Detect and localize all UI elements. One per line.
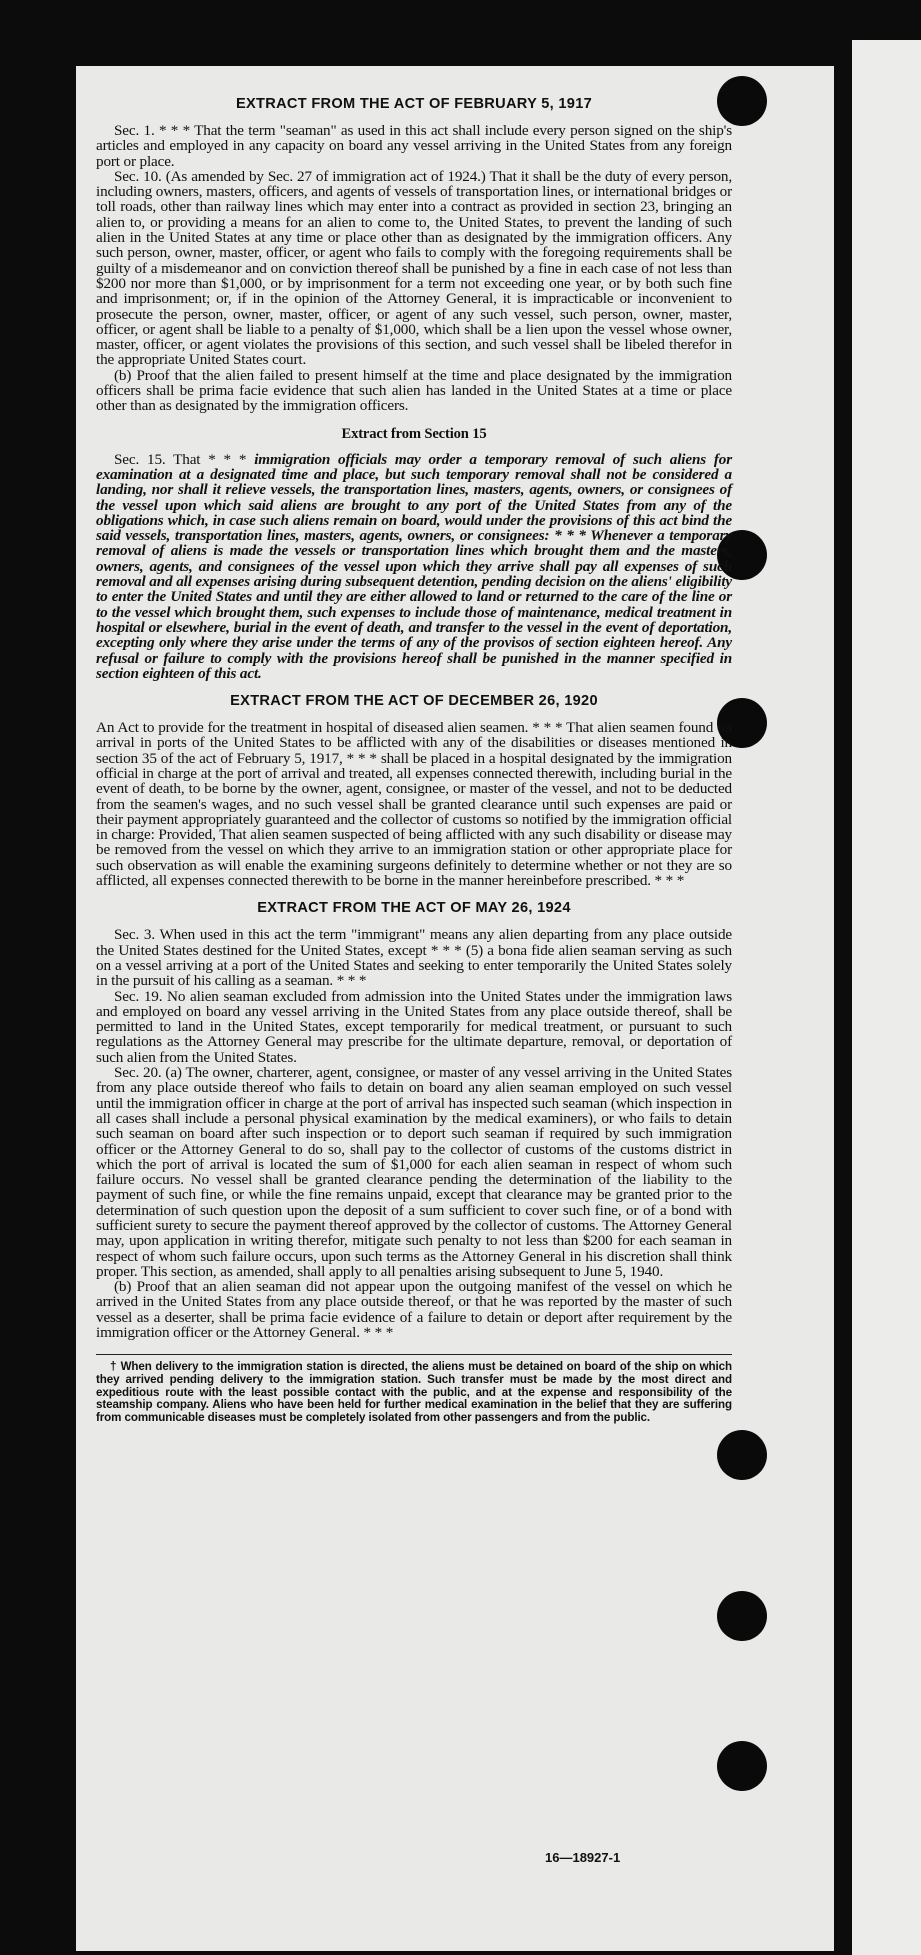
section-15-paragraph xyxy=(96,452,732,681)
footnote-text: † When delivery to the immigration station is directed, the aliens must be detained on board of the ship on which they arrived pending delivery to the immigration station. Such transfer must be made by the most direct and expeditious route with the least possible contact with the public, and at the expense and responsibility of the steamship company. Aliens who have been held for further medical examination in the belief that they are suffering from communicable diseases must be completely isolated from other passengers and from the public. xyxy=(96,1360,732,1424)
act-1924-paragraph: Sec. 19. No alien seaman excluded from admission into the United States under the immigration laws and employed on board any vessel arriving in the United States from any place outside thereof, shall be permitted to land in the United States, except temporarily for medical treatment, or pursuant to such regulations as the Attorney General may prescribe for the ultimate departure, removal, or deportation of such alien from the United States. xyxy=(96,987,732,1066)
act-1917-heading: EXTRACT FROM THE ACT OF FEBRUARY 5, 1917 xyxy=(235,96,593,112)
act-1920-heading: EXTRACT FROM THE ACT OF DECEMBER 26, 1920 xyxy=(230,693,598,710)
act-1917-section xyxy=(96,96,732,414)
act-1917-paragraph: (b) Proof that the alien failed to present himself at the time and place designated by the immigration officers shall be prima facie evidence that such alien has landed in the United States at a time or place other than as designated by the immigration officers. xyxy=(96,366,732,415)
act-1924-paragraph: Sec. 3. When used in this act the term "immigrant" means any alien departing from any place outside the United States destined for the United States, except * * * (5) a bona fide alien seaman serving as such on a vessel arriving at a port of the United States and seeking to enter temporarily the United States solely in the pursuit of his calling as a seaman. * * * xyxy=(96,926,732,990)
document-body xyxy=(96,96,732,1424)
punch-hole xyxy=(717,1430,767,1480)
adjacent-page-edge xyxy=(852,40,921,1955)
act-1924-paragraph: Sec. 20. (a) The owner, charterer, agent, consignee, or master of any vessel arriving in the United States from any place outside thereof who fails to detain on board any alien seaman employed on such vessel until the immigration officer in charge at the port of arrival has inspected such seaman (which inspection in all cases shall include a personal physical examination by the medical examiners), or who fails to detain such seaman on board after such inspection or to deport such seaman if required by such immigration officer or the Attorney General to do so, shall pay to the collector of customs of the customs district in which the port of arrival is located the sum of $1,000 for each alien seaman in respect of whom such failure occurs. No vessel shall be granted clearance pending the determination of the liability to the payment of such fine, or while the fine remains unpaid, except that clearance may be granted prior to the determination of such question upon the deposit of a sum sufficient to cover such fine, or of a bond with sufficient surety to secure the payment thereof approved by the collector of customs. The Attorney General may, upon application in writing therefor, mitigate such penalty to not less than $200 for each seaman in respect of whom such failure occurs, upon such terms as the Attorney General in his discretion shall think proper. This section, as amended, shall apply to all penalties arising subsequent to June 5, 1940. xyxy=(96,1064,732,1280)
footnote xyxy=(96,1354,732,1424)
act-1924-heading: EXTRACT FROM THE ACT OF MAY 26, 1924 xyxy=(257,900,571,917)
punch-hole xyxy=(717,1741,767,1791)
punch-hole xyxy=(717,1591,767,1641)
section-15-text: immigration officials may order a temporary removal of such aliens for examination at a designated time and place, but such temporary removal shall not be considered a landing, nor shall it relieve vessels, the transportation lines, masters, agents, owners, or consignees of the vessel upon which said aliens are brought to any port of the United States from any of the obligations which, in case such aliens remain on board, would under the provisions of this act bind the said vessels, transportation lines, masters, agents, owners, or consignees: * * * Whenever a temporary removal of aliens is made the vessels or transportation lines which brought them and the masters, owners, agents, and consignees of the vessel upon which they arrive shall pay all expenses of such removal and all expenses arising during subsequent detention, pending decision on the aliens' eligibility to enter the United States and until they are either allowed to land or returned to the care of the line or to the vessel which brought them, such expenses to include those of maintenance, medical treatment in hospital or elsewhere, burial in the event of death, and transfer to the vessel in the event of deportation, excepting only where they arise under the terms of any of the provisos of section eighteen hereof. Any refusal or failure to comply with the provisions hereof shall be punished in the manner specified in section eighteen of this act. xyxy=(96,450,732,682)
act-1924-paragraph: (b) Proof that an alien seaman did not appear upon the outgoing manifest of the vessel on which he arrived in the United States from any place outside thereof, or that he was reported by the master of such vessel as a deserter, shall be prima facie evidence of a failure to detain or deport after requirement by the immigration officer or the Attorney General. * * * xyxy=(96,1278,732,1342)
section-15 xyxy=(96,426,732,681)
section-15-heading: Extract from Section 15 xyxy=(341,425,487,442)
act-1917-paragraph: Sec. 1. * * * That the term "seaman" as used in this act shall include every person signed on the ship's articles and employed in any capacity on board any vessel arriving in the United States from any foreign port or place. xyxy=(96,122,732,170)
section-15-prefix: Sec. 15. That * * * xyxy=(114,450,255,468)
act-1924-section xyxy=(96,900,732,1340)
form-number: 16—18927-1 xyxy=(545,1850,621,1865)
act-1920-paragraph: An Act to provide for the treatment in hospital of diseased alien seamen. * * * That alien seamen found on arrival in ports of the United States to be afflicted with any of the disabilities or diseases mentioned in section 35 of the act of February 5, 1917, * * * shall be placed in a hospital designated by the immigration official in charge at the port of arrival and treated, all expenses connected therewith, including burial in the event of death, to be borne by the owner, agent, consignee, or master of the vessel, and not to be deducted from the seamen's wages, and no such vessel shall be granted clearance until such expenses are paid or their payment appropriately guaranteed and the collector of customs so notified by the immigration official in charge: Provided, That alien seamen suspected of being afflicted with any such disability or disease may be removed from the vessel on which they arrive to an immigration station or other appropriate place for such observation as will enable the examining surgeons definitely to determine whether or not they are so afflicted, all expenses connected therewith to be borne in the manner hereinbefore prescribed. * * * xyxy=(96,719,732,890)
act-1917-paragraph: Sec. 10. (As amended by Sec. 27 of immigration act of 1924.) That it shall be the duty of every person, including owners, masters, officers, and agents of vessels of transportation lines, or international bridges or toll roads, other than railway lines which may enter into a contract as provided in section 23, bringing an alien to, or providing a means for an alien to come to, the United States, to prevent the landing of such alien in the United States at any time or place other than as designated by the immigration officers. Any such person, owner, master, officer, or agent who fails to comply with the foregoing requirements shall be guilty of a misdemeanor and on conviction thereof shall be punished by a fine in each case of not less than $200 nor more than $1,000, or by imprisonment for a term not exceeding one year, or by both such fine and imprisonment; or, if in the opinion of the Attorney General, it is impracticable or inconvenient to prosecute the person, owner, master, officer, or agent of any such vessel, such person, owner, master, officer, or agent shall be liable to a penalty of $1,000, which shall be a lien upon the vessel whose owner, master, officer, or agent violates the provisions of this section, and such vessel shall be libeled therefor in the appropriate United States court. xyxy=(96,167,732,369)
act-1920-section xyxy=(96,693,732,888)
